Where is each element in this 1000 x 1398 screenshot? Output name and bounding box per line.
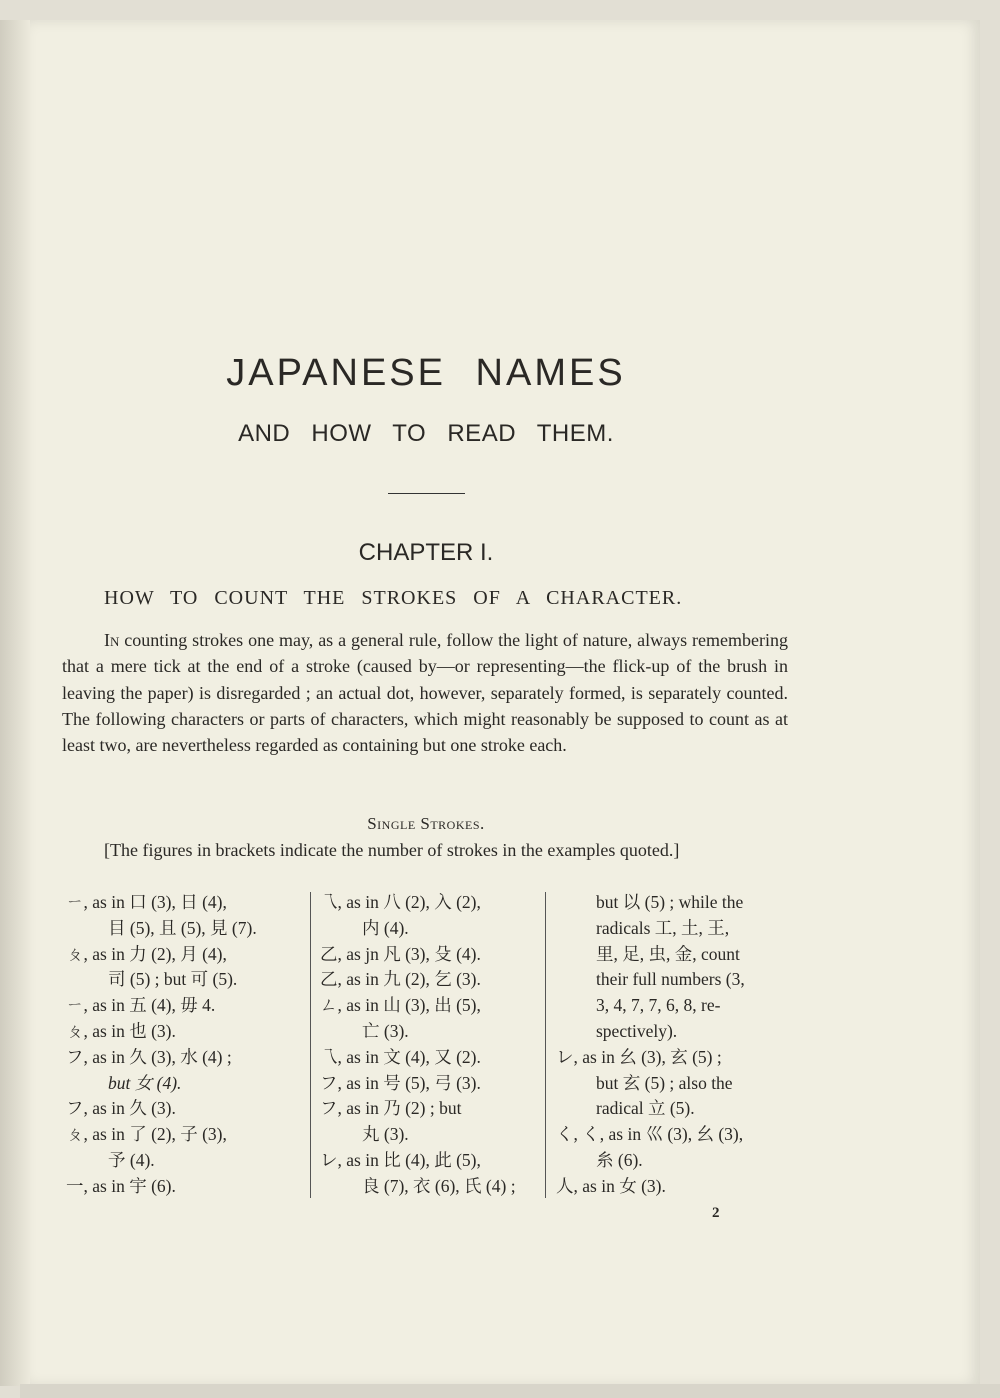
stroke-entry: 乁, as in 文 (4), 又 (2). [320, 1046, 481, 1067]
page-title: JAPANESE NAMES [226, 352, 626, 394]
page-bottom-edge [20, 1384, 1000, 1398]
note-paragraph [62, 838, 788, 863]
stroke-entry: ㄧ, as in 口 (3), 日 (4), 目 (5), 且 (5), 見 (7). [66, 892, 257, 938]
stroke-entry: く, く, as in 巛 (3), 幺 (3), 糸 (6). [556, 1124, 744, 1170]
stroke-entry: レ, as in 幺 (3), 玄 (5) ; but 玄 (5) ; also the radical 立 (5). [556, 1046, 733, 1119]
column-1 [66, 890, 302, 1200]
stroke-entry: 人, as in 女 (3). [556, 1175, 666, 1196]
intro-text: counting strokes one may, as a general rule, follow the light of nature, always remembering that a mere tick at the end of a stroke (caused by—or representing—the flick-up of the brush in leaving the paper) is disregarded ; an actual dot, however, separately formed, is separately counted. The following characters or parts of characters, which might reasonably be supposed to count as at least two, are nevertheless regarded as containing but one stroke each. [62, 630, 789, 756]
stroke-entry: ㄥ, as in 山 (3), 出 (5), 亡 (3). [320, 995, 481, 1041]
stroke-entry: レ, as in 比 (4), 此 (5), 良 (7), 衣 (6), 氏 (4) ; [320, 1149, 516, 1196]
stroke-entry: 乁, as in 八 (2), 入 (2), 内 (4). [320, 892, 481, 938]
column-divider [310, 892, 311, 1198]
stroke-entry: フ, as in 号 (5), 弓 (3). [320, 1072, 481, 1093]
stroke-entry: フ, as in 乃 (2) ; but 丸 (3). [320, 1098, 462, 1145]
intro-first-word: In [104, 630, 120, 650]
stroke-entry: 一, as in 宇 (6). [66, 1175, 176, 1196]
stroke-entry: ㄆ, as in 力 (2), 月 (4), 司 (5) ; but 可 (5). [66, 943, 238, 990]
page-subtitle: AND HOW TO READ THEM. [238, 420, 614, 447]
page-number: 2 [712, 1205, 720, 1221]
column-2 [320, 890, 538, 1200]
sub-heading: Single Strokes. [367, 814, 485, 833]
stroke-entry: 乙, as in 九 (2), 乞 (3). [320, 969, 481, 990]
stroke-entry-continued: but 以 (5) ; while the radicals 工, 土, 王, 里, 足, 虫, 金, count their full numbers (3, 3, 4, 7, 7, 6, 8, re- spectively). [596, 892, 745, 1041]
note-text: [The figures in brackets indicate the number of strokes in the examples quoted.] [104, 840, 680, 860]
column-3 [556, 890, 788, 1200]
column-divider [545, 892, 546, 1198]
stroke-entry: ㄆ, as in 了 (2), 子 (3), 予 (4). [66, 1124, 227, 1170]
stroke-entry: ㄆ, as in 也 (3). [66, 1020, 176, 1041]
chapter-heading: CHAPTER I. [358, 539, 494, 566]
intro-paragraph [62, 627, 788, 758]
stroke-entry: ㄧ, as in 五 (4), 毋 4. [66, 995, 216, 1016]
section-heading: HOW TO COUNT THE STROKES OF A CHARACTER. [104, 587, 683, 609]
stroke-entry: フ, as in 久 (3). [66, 1098, 176, 1119]
divider-rule [388, 493, 465, 494]
stroke-entry: フ, as in 久 (3), 水 (4) ; but 女 (4). [66, 1046, 232, 1093]
stroke-entry: 乙, as jn 凡 (3), 殳 (4). [320, 943, 481, 964]
